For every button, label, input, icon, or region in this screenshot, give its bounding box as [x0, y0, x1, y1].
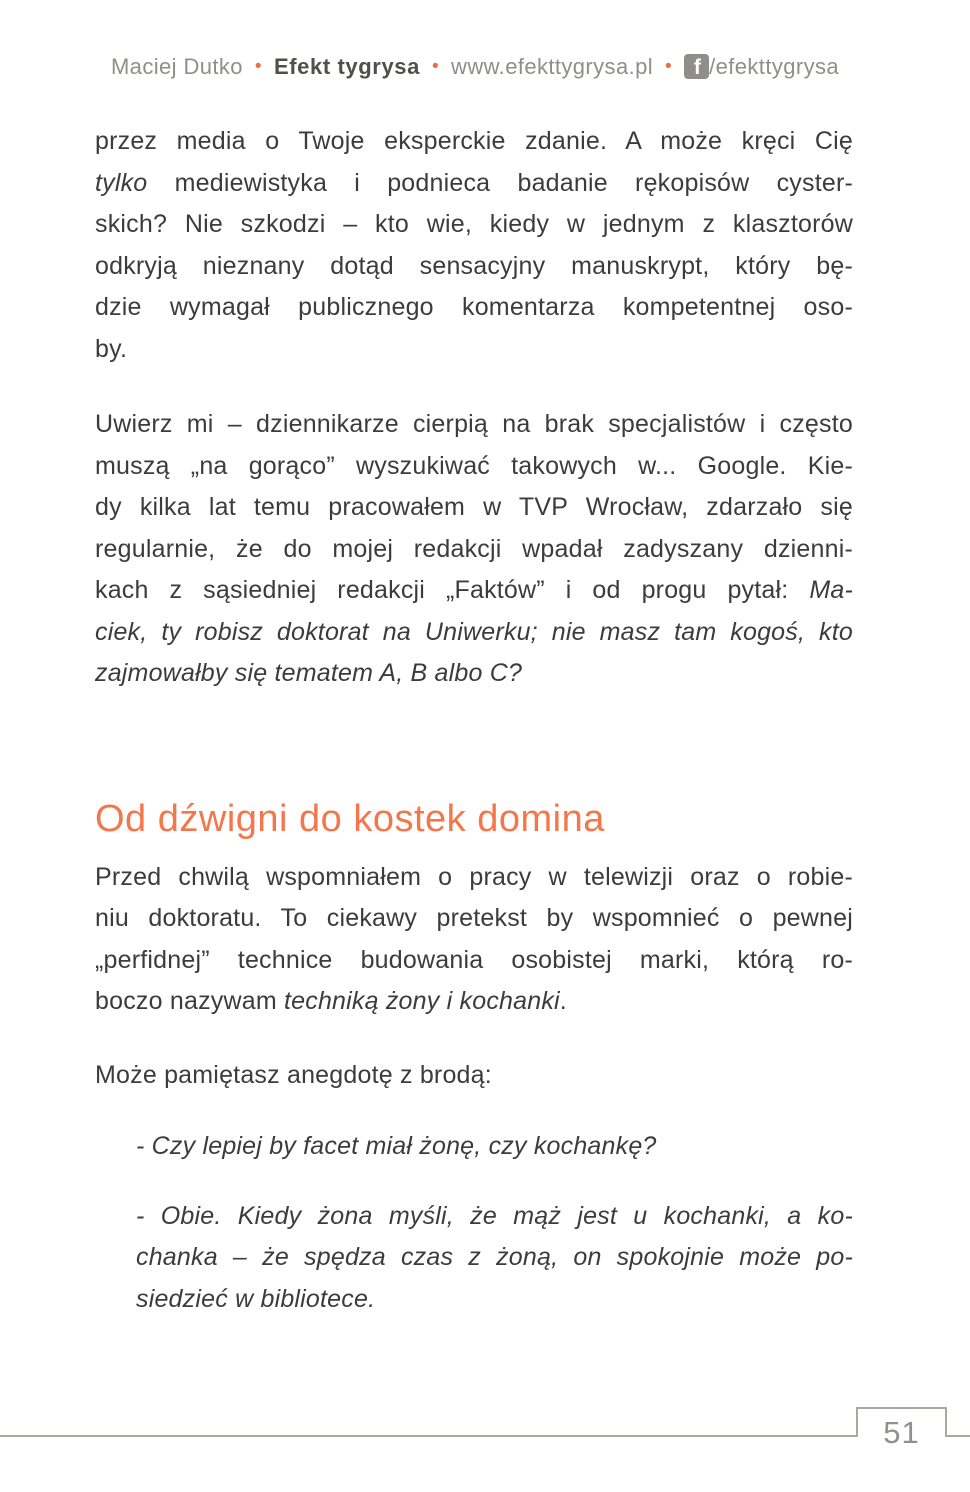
text-segment: odkryją nieznany dotąd sensacyjny manuskrypt, który bę- [95, 251, 853, 280]
text-line [95, 204, 853, 246]
text-line [95, 1055, 853, 1097]
header-website: www.efekttygrysa.pl [451, 54, 654, 79]
page-number-tab [856, 1407, 947, 1450]
text-segment: muszą „na gorąco” wyszukiwać takowych w... Google. Kie- [95, 451, 853, 480]
text-segment: przez media o Twoje eksperckie zdanie. A może kręci Cię [95, 127, 853, 155]
page-header [95, 54, 855, 80]
text-line [95, 612, 853, 654]
text-line [136, 1237, 853, 1279]
text-line [95, 570, 853, 612]
text-segment: Uwierz mi – dziennikarze cierpią na brak specjalistów i często [95, 410, 853, 438]
text-segment: niu doktoratu. To ciekawy pretekst by wspomnieć o pewnej [95, 904, 853, 932]
quote-paragraph [95, 1196, 853, 1321]
page-number: 51 [883, 1415, 920, 1450]
text-segment: chanka – że spędza czas z żoną, on spokojnie może po- [136, 1243, 853, 1271]
body-paragraph [95, 1055, 853, 1097]
text-segment: techniką żony i kochanki [284, 987, 560, 1015]
text-line [95, 404, 853, 446]
text-segment: ciek, ty robisz doktorat na Uniwerku; nie masz tam kogoś, kto [95, 617, 853, 646]
text-segment: tylko [95, 168, 148, 197]
text-segment: „perfidnej” technice budowania osobistej marki, którą ro- [95, 945, 853, 974]
bullet-separator-icon: • [665, 56, 673, 77]
text-line [136, 1279, 853, 1321]
quote-paragraph [95, 1126, 853, 1168]
body-paragraph [95, 404, 853, 695]
text-segment: - Czy lepiej by facet miał żonę, czy kochankę? [136, 1132, 657, 1160]
text-line [95, 287, 853, 329]
text-segment: dy kilka lat temu pracowałem w TVP Wrocław, zdarzało się [95, 493, 853, 521]
text-line [95, 121, 853, 163]
text-line [95, 898, 853, 940]
text-line [95, 487, 853, 529]
text-line [95, 981, 853, 1023]
text-line [95, 163, 853, 205]
text-segment: siedzieć w bibliotece. [136, 1284, 376, 1313]
text-segment: by. [95, 334, 128, 363]
text-segment: kach z sąsiedniej redakcji „Faktów” i od progu pytał: [95, 576, 810, 604]
text-line [95, 329, 853, 371]
text-line [95, 857, 853, 899]
text-segment: Ma- [809, 576, 853, 604]
bullet-separator-icon: • [254, 56, 262, 77]
text-segment: mediewistyka i podnieca badanie rękopisów cyster- [147, 168, 853, 197]
text-line [95, 446, 853, 488]
text-segment: skich? Nie szkodzi – kto wie, kiedy w jednym z klasztorów [95, 210, 853, 238]
text-segment: boczo nazywam [95, 987, 284, 1015]
text-line [136, 1126, 853, 1168]
body-paragraph [95, 121, 853, 370]
footer-rule-left [0, 1435, 858, 1437]
footer-rule-right [945, 1435, 970, 1437]
bullet-separator-icon: • [431, 56, 440, 77]
text-segment: Przed chwilą wspomniałem o pracy w telewizji oraz o robie- [95, 862, 853, 891]
content-blocks [95, 121, 853, 1320]
text-segment: Może pamiętasz anegdotę z brodą: [95, 1060, 492, 1089]
header-facebook-handle: /efekttygrysa [709, 54, 840, 79]
text-line [95, 246, 853, 288]
text-line [95, 653, 853, 695]
text-line [95, 940, 853, 982]
header-author: Maciej Dutko [110, 54, 243, 79]
text-line [136, 1196, 853, 1238]
text-segment: zajmowałby się tematem A, B albo C? [95, 659, 523, 687]
text-segment: - Obie. Kiedy żona myśli, że mąż jest u kochanki, a ko- [136, 1201, 853, 1230]
text-segment: regularnie, że do mojej redakcji wpadał zadyszany dzienni- [95, 534, 853, 563]
text-segment: . [559, 987, 567, 1015]
header-book-title: Efekt tygrysa [273, 54, 420, 79]
text-line [95, 529, 853, 571]
body-paragraph [95, 857, 853, 1023]
section-heading: Od dźwigni do kostek domina [95, 797, 605, 840]
text-segment: dzie wymagał publicznego komentarza kompetentnej oso- [95, 293, 853, 321]
facebook-icon: f [684, 54, 709, 79]
